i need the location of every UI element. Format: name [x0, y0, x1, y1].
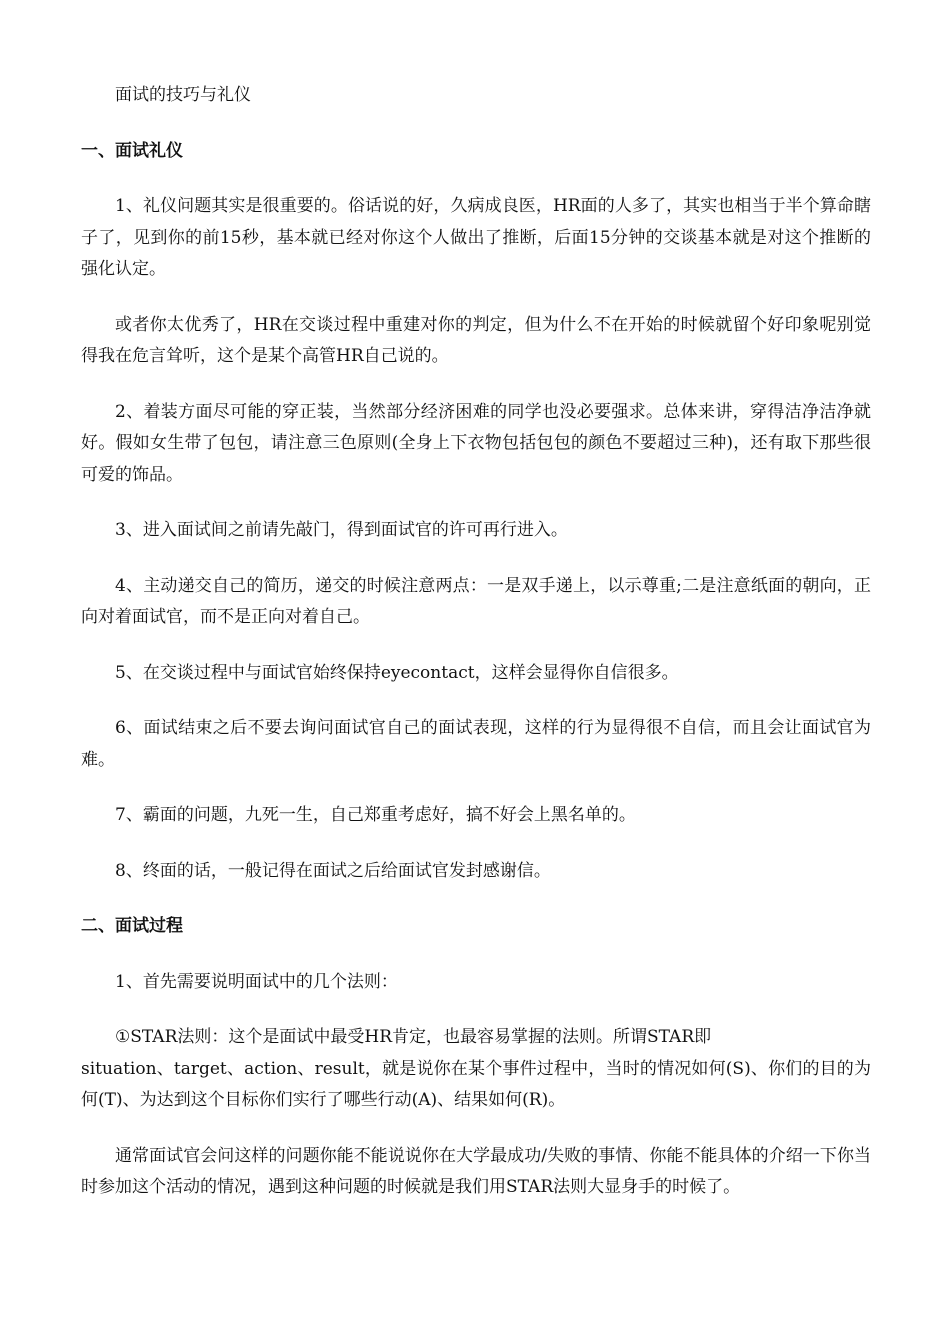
paragraph: 7、霸面的问题，九死一生，自己郑重考虑好，搞不好会上黑名单的。	[115, 805, 636, 825]
paragraph: 6、面试结束之后不要去询问面试官自己的面试表现，这样的行为显得很不自信，而且会让面试官为难。	[81, 718, 871, 770]
section-heading-process: 二、面试过程	[81, 916, 183, 936]
paragraph: 8、终面的话，一般记得在面试之后给面试官发封感谢信。	[115, 860, 551, 881]
paragraph: situation、target、action、result，就是说你在某个事件过程中，当时的情况如何(S)、你们的目的为何(T)、为达到这个目标你们实行了哪些行动(A)、结果如何(R)。	[81, 1058, 871, 1110]
paragraph: 1、首先需要说明面试中的几个法则：	[115, 971, 398, 992]
paragraph: 1、礼仪问题其实是很重要的。俗话说的好，久病成良医，HR面的人多了，其实也相当于半个算命瞎子了，见到你的前15秒，基本就已经对你这个人做出了推断，后面15分钟的交谈基本就是对这个推断的强化认定。	[81, 196, 871, 279]
document-body	[81, 80, 871, 1228]
paragraph: 4、主动递交自己的简历，递交的时候注意两点：一是双手递上，以示尊重;二是注意纸面的朝向，正向对着面试官，而不是正向对着自己。	[81, 575, 871, 627]
paragraph: 3、进入面试间之前请先敲门，得到面试官的许可再行进入。	[115, 520, 568, 540]
paragraph: ①STAR法则：这个是面试中最受HR肯定，也最容易掌握的法则。所谓STAR即	[115, 1027, 712, 1047]
paragraph: 2、着装方面尽可能的穿正装，当然部分经济困难的同学也没必要强求。总体来讲，穿得洁净洁净就好。假如女生带了包包，请注意三色原则(全身上下衣物包括包包的颜色不要超过三种)，还有取下那些很可爱的饰品。	[81, 401, 871, 485]
paragraph: 或者你太优秀了，HR在交谈过程中重建对你的判定，但为什么不在开始的时候就留个好印象呢别觉得我在危言耸听，这个是某个高管HR自己说的。	[81, 314, 871, 366]
document-title: 面试的技巧与礼仪	[115, 85, 251, 105]
paragraph: 通常面试官会问这样的问题你能不能说说你在大学最成功/失败的事情、你能不能具体的介绍一下你当时参加这个活动的情况，遇到这种问题的时候就是我们用STAR法则大显身手的时候了。	[81, 1145, 871, 1197]
section-heading-etiquette: 一、面试礼仪	[81, 140, 183, 161]
paragraph: 5、在交谈过程中与面试官始终保持eyecontact，这样会显得你自信很多。	[115, 662, 679, 683]
